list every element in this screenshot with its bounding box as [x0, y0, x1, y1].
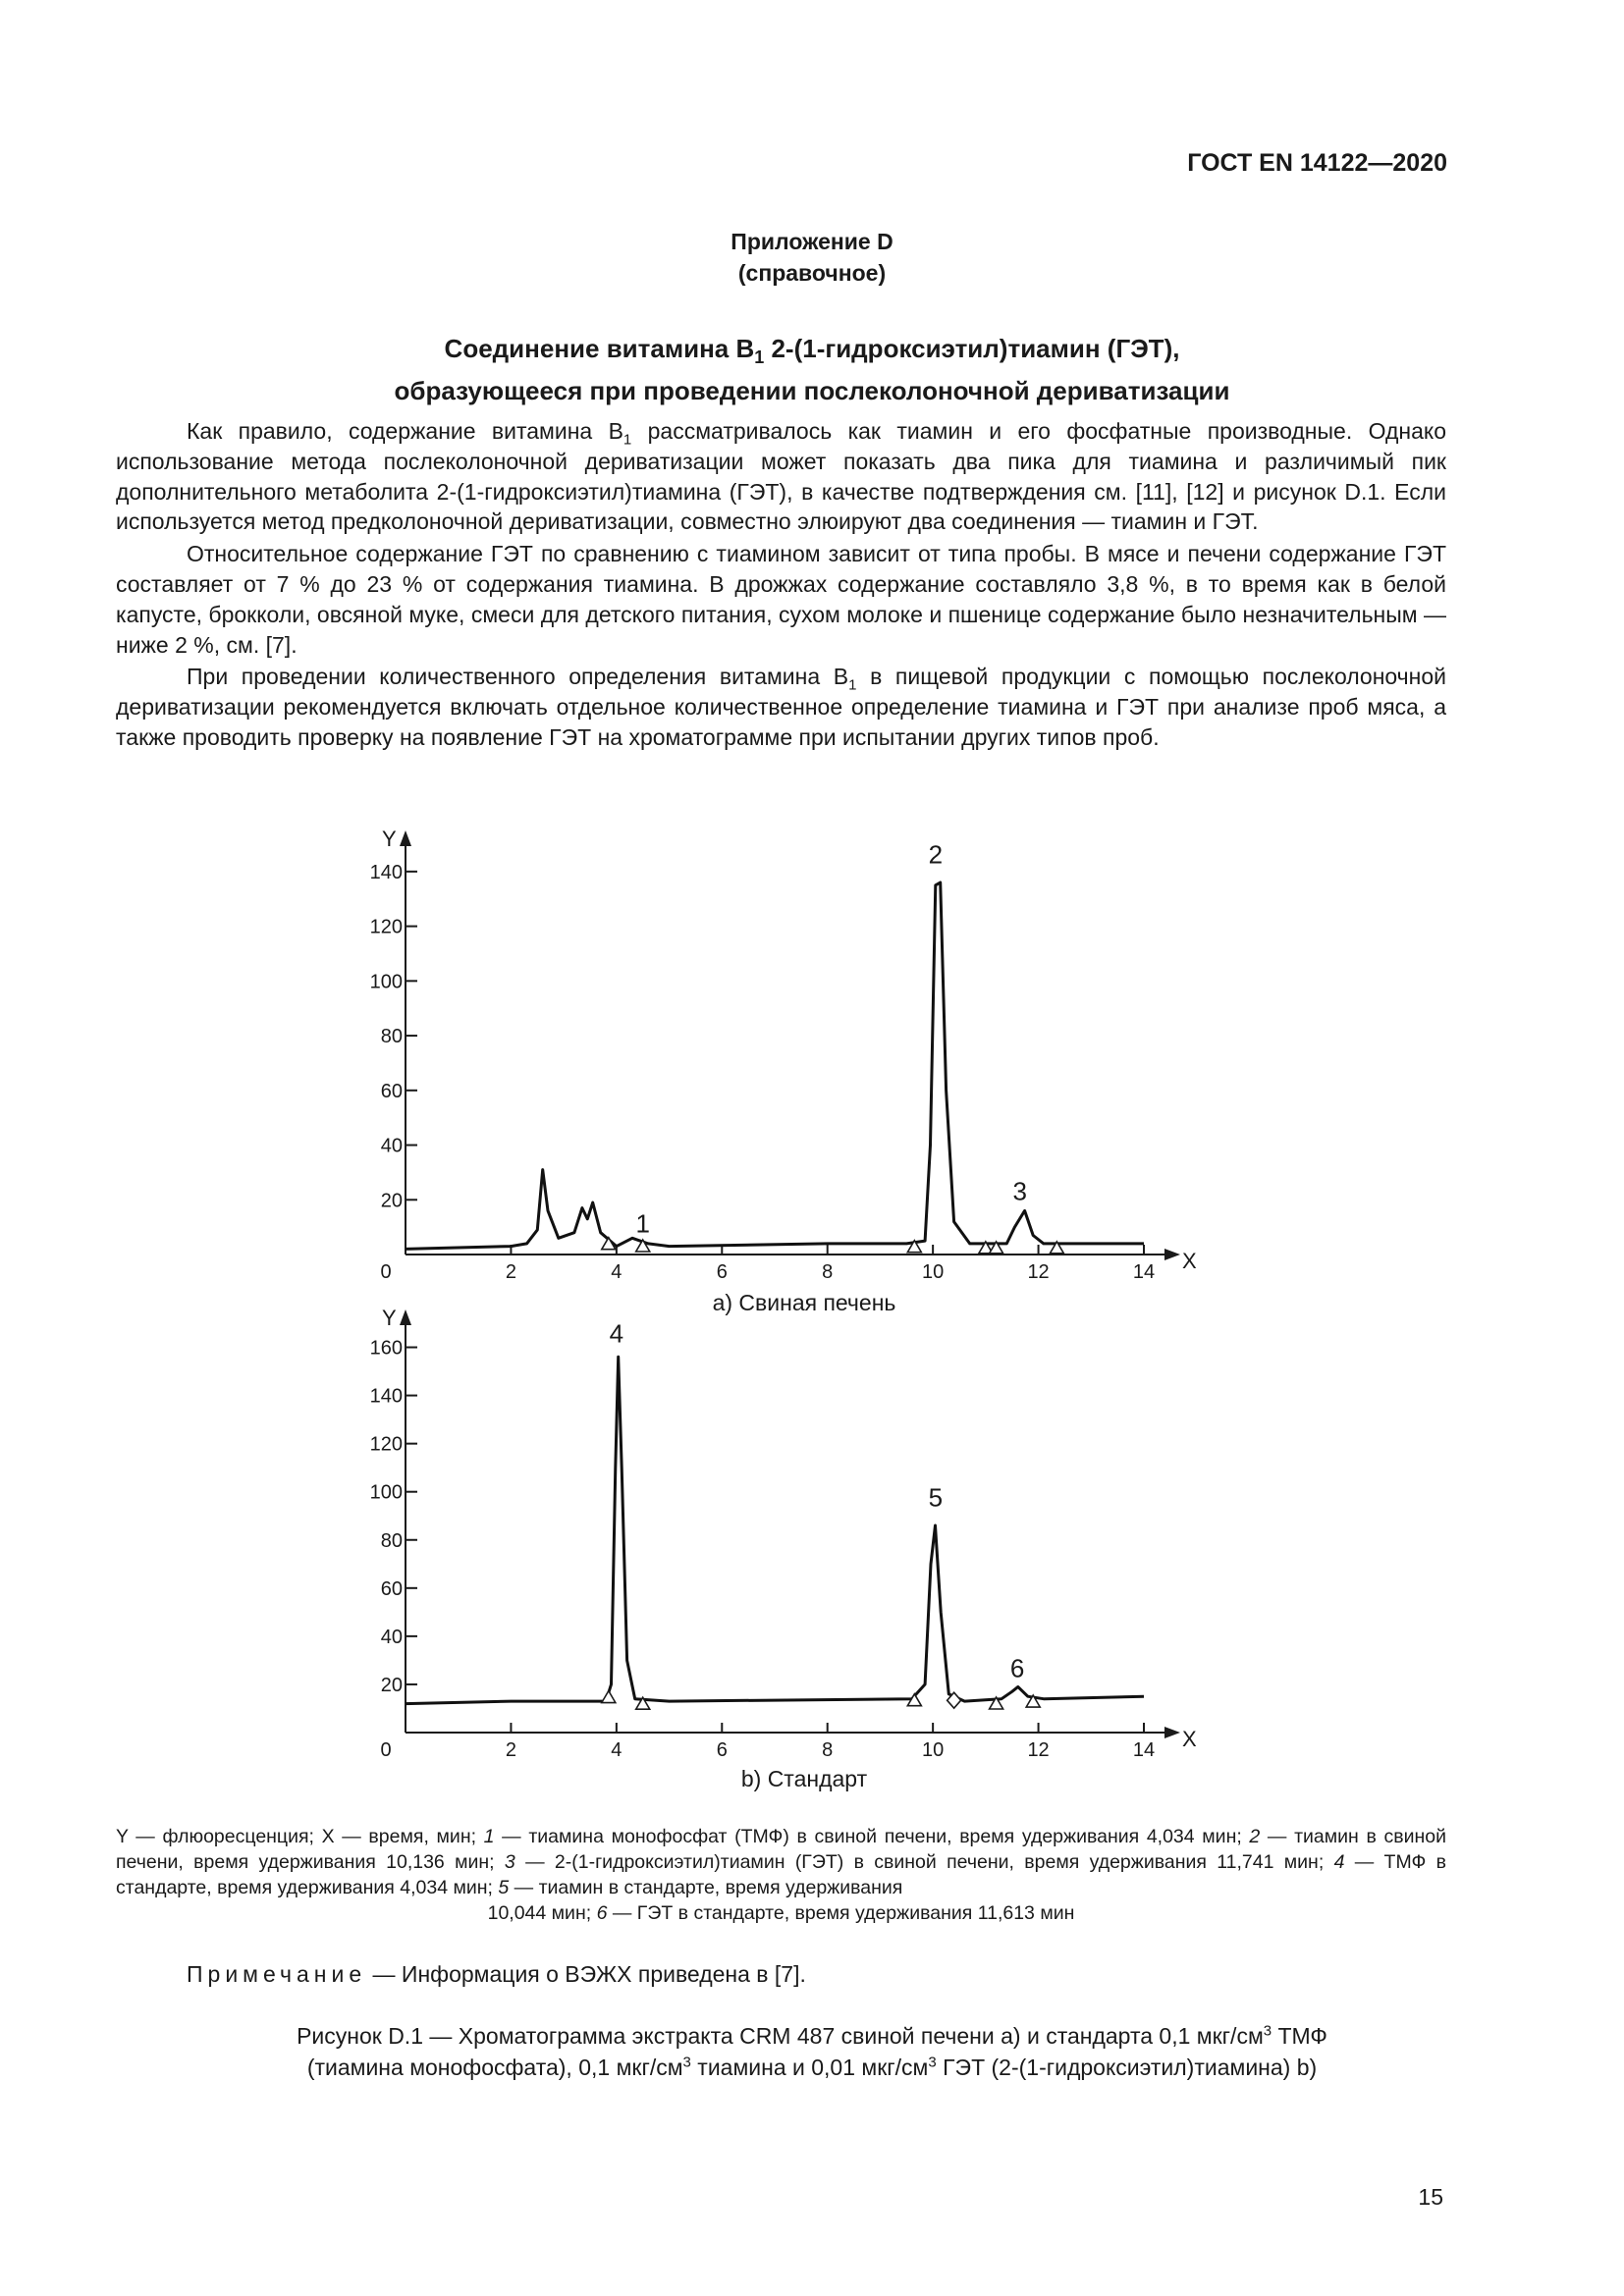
figure-legend: [116, 1824, 1446, 1926]
y-axis-arrow: [400, 830, 411, 846]
note: [187, 1961, 806, 1988]
y-tick-label: 140: [369, 1385, 403, 1408]
y-axis-label: Y: [382, 1306, 397, 1330]
y-tick-label: 80: [380, 1026, 403, 1048]
note-text: — Информация о ВЭЖХ приведена в [7].: [366, 1961, 806, 1987]
superscript: 3: [682, 2054, 691, 2071]
x-tick-label: 10: [922, 1261, 945, 1283]
y-axis-label: Y: [382, 827, 397, 851]
peak-label: 6: [1009, 1653, 1025, 1683]
x-tick-label: 14: [1132, 1739, 1156, 1761]
appendix-title: Приложение D: [731, 229, 893, 254]
peak-label: 2: [928, 839, 944, 870]
y-tick-label: 80: [380, 1529, 403, 1552]
y-tick-label: 60: [380, 1080, 403, 1102]
caption-part: Рисунок D.1 — Хроматограмма экстракта CRM 487 свиной печени а) и стандарта 0,1 мкг/см: [297, 2023, 1264, 2049]
x-tick-label: 14: [1132, 1261, 1156, 1283]
legend-text: [116, 1824, 1446, 1900]
x-tick-label: 0: [380, 1739, 392, 1761]
caption-part: ГЭТ (2-(1-гидроксиэтил)тиамина) b): [936, 2055, 1318, 2080]
x-tick-label: 2: [505, 1739, 516, 1761]
peak-label: 5: [928, 1482, 944, 1513]
y-tick-label: 140: [369, 861, 403, 883]
caption-part: тиамина и 0,01 мкг/см: [690, 2055, 929, 2080]
paragraph-text: Как правило, содержание витамина B: [187, 418, 623, 444]
x-tick-label: 8: [822, 1739, 834, 1761]
y-tick-label: 40: [380, 1626, 403, 1648]
chromatogram-trace: [406, 1357, 1144, 1703]
peak-label: 3: [1012, 1176, 1028, 1206]
x-axis-arrow: [1164, 1249, 1180, 1260]
x-axis-arrow: [1164, 1727, 1180, 1738]
y-tick-label: 40: [380, 1135, 403, 1157]
peak-label: 4: [609, 1318, 624, 1349]
subplot-title: b) Стандарт: [740, 1766, 868, 1791]
legend-part: — ГЭТ в стандарте, время удерживания 11,613 мин: [607, 1902, 1075, 1924]
title-subscript: 1: [754, 347, 765, 368]
legend-part: Y — флюоресценция; X — время, мин;: [116, 1826, 484, 1847]
y-tick-label: 120: [369, 916, 403, 938]
subscript: 1: [623, 431, 632, 449]
y-axis-arrow: [400, 1309, 411, 1325]
paragraph-text: в пищевой продукции с помощью послеколоночной дериватизации рекомендуется включать отдельное количественное определение тиамина и ГЭТ при анализе проб мяса, а также проводить проверку на появление ГЭТ на хроматограмме при испытании других типов проб.: [116, 664, 1447, 750]
x-tick-label: 12: [1027, 1261, 1050, 1283]
legend-last-line: [116, 1900, 1446, 1926]
y-tick-label: 120: [369, 1433, 403, 1456]
superscript: 3: [1263, 2022, 1272, 2040]
legend-part: — тиамин в свиной печени, время удерживания 10,136 мин;: [116, 1826, 1446, 1873]
y-tick-label: 60: [380, 1577, 403, 1600]
note-label: Примечание: [187, 1961, 367, 1987]
legend-part: — ТМФ в стандарте, время удерживания 4,034 мин;: [116, 1851, 1446, 1898]
y-tick-label: 100: [369, 971, 403, 993]
x-tick-label: 10: [922, 1739, 945, 1761]
x-tick-label: 4: [611, 1261, 623, 1283]
x-tick-label: 12: [1027, 1739, 1050, 1761]
legend-part: 10,044 мин;: [487, 1902, 597, 1924]
x-axis-label: X: [1182, 1727, 1197, 1751]
legend-item-number: 2: [1249, 1826, 1261, 1847]
title-text: Соединение витамина B: [444, 334, 755, 363]
x-tick-label: 2: [505, 1261, 516, 1283]
y-tick-label: 20: [380, 1674, 403, 1696]
y-tick-label: 100: [369, 1481, 403, 1504]
subplot-title: а) Свиная печень: [712, 1290, 896, 1315]
x-tick-label: 4: [611, 1739, 623, 1761]
y-tick-label: 20: [380, 1190, 403, 1212]
integration-marker-triangle: [602, 1691, 616, 1703]
paragraph-2: Относительное содержание ГЭТ по сравнению с тиамином зависит от типа пробы. В мясе и печени содержание ГЭТ составляет от 7 % до 23 % от содержания тиамина. В дрожжах содержание составляло 3,8 %, в то время как в белой капусте, брокколи, овсяной муке, смеси для детского питания, сухом молоке и пшенице содержание было незначительным — ниже 2 %, см. [7].: [116, 541, 1446, 658]
figure-caption: [0, 2020, 1624, 2083]
x-tick-label: 8: [822, 1261, 834, 1283]
superscript: 3: [928, 2054, 937, 2071]
legend-item-number: 6: [596, 1902, 608, 1924]
legend-item-number: 5: [498, 1877, 510, 1898]
caption-part: ТМФ: [1272, 2023, 1327, 2049]
legend-item-number: 4: [1333, 1851, 1345, 1873]
y-tick-label: 160: [369, 1337, 403, 1360]
legend-part: — тиамин в стандарте, время удерживания: [509, 1877, 903, 1898]
caption-line-2: [0, 2052, 1624, 2083]
paragraph-text: При проведении количественного определения витамина B: [187, 664, 849, 690]
caption-part: (тиамина монофосфата), 0,1 мкг/см: [306, 2055, 683, 2080]
x-tick-label: 0: [380, 1261, 392, 1283]
paragraph-text: рассматривалось как тиамин и его фосфатные производные. Однако использование метода послеколоночной дериватизации может показать два пика для тиамина и различимый пик дополнительного метаболита 2-(1-гидроксиэтил)тиамина (ГЭТ), в качестве подтверждения см. [11], [12] и рисунок D.1. Если используется метод предколоночной дериватизации, совместно элюируют два соединения — тиамин и ГЭТ.: [116, 418, 1446, 535]
title-text: 2-(1-гидроксиэтил)тиамин (ГЭТ),: [764, 334, 1180, 363]
x-axis-label: X: [1182, 1249, 1197, 1273]
appendix-type: (справочное): [737, 260, 887, 286]
peak-label: 1: [635, 1208, 650, 1239]
legend-part: — тиамина монофосфат (ТМФ) в свиной печени, время удерживания 4,034 мин;: [494, 1826, 1250, 1847]
subscript: 1: [848, 676, 857, 694]
chromatogram-trace: [406, 882, 1144, 1249]
page-number: 15: [1418, 2184, 1443, 2210]
x-tick-label: 6: [716, 1261, 728, 1283]
legend-item-number: 3: [504, 1851, 515, 1873]
legend-part: — 2-(1-гидроксиэтил)тиамин (ГЭТ) в свиной печени, время удерживания 11,741 мин;: [514, 1851, 1334, 1873]
title-line-2: образующееся при проведении послеколоночной дериватизации: [394, 376, 1230, 406]
x-tick-label: 6: [716, 1739, 728, 1761]
caption-line-1: [0, 2020, 1624, 2052]
document-code: ГОСТ EN 14122—2020: [1187, 149, 1447, 177]
legend-item-number: 1: [483, 1826, 495, 1847]
